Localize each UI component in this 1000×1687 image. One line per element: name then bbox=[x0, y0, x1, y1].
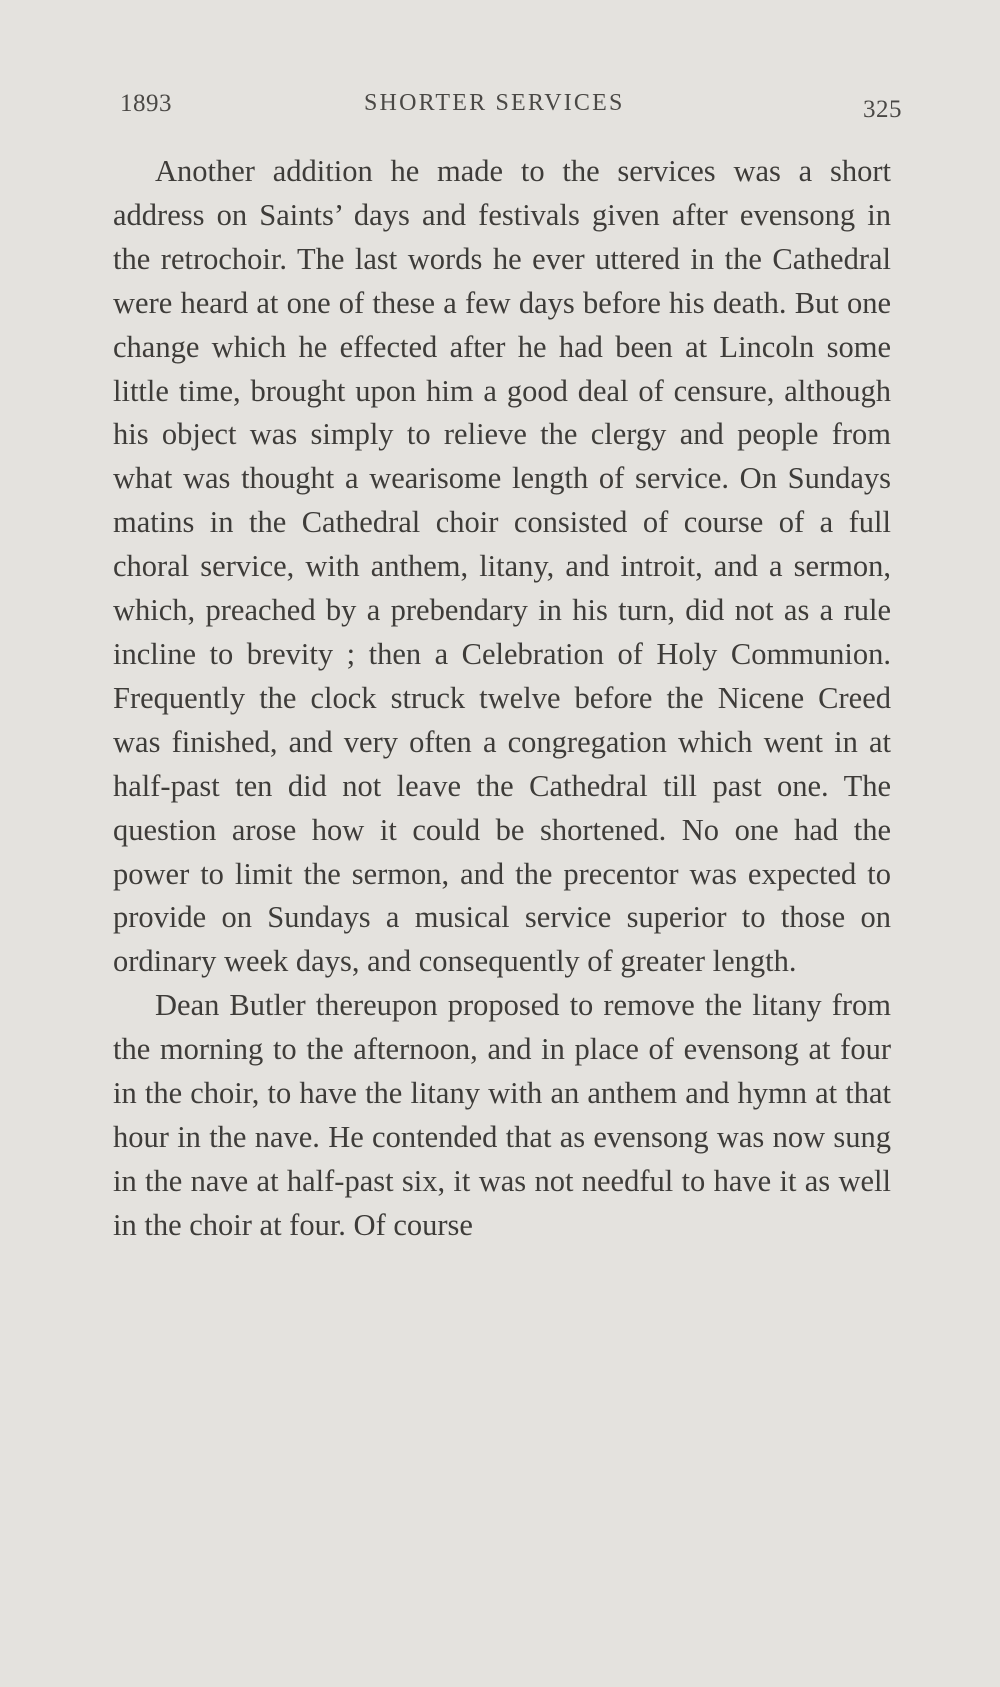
body-text bbox=[113, 150, 891, 1248]
paragraph: Another addition he made to the services was a short address on Saints’ days and festivals given after evensong in the retrochoir. The last words he ever uttered in the Cathedral were heard at one of these a few days before his death. But one change which he effected after he had been at Lincoln some little time, brought upon him a good deal of censure, although his object was simply to relieve the clergy and people from what was thought a wearisome length of service. On Sundays matins in the Cathedral choir consisted of course of a full choral service, with anthem, litany, and introit, and a sermon, which, preached by a prebendary in his turn, did not as a rule incline to brevity ; then a Celebration of Holy Communion. Frequently the clock struck twelve before the Nicene Creed was finished, and very often a congregation which went in at half-past ten did not leave the Cathedral till past one. The question arose how it could be shortened. No one had the power to limit the sermon, and the precentor was expected to provide on Sundays a musical service superior to those on ordinary week days, and consequently of greater length. bbox=[113, 154, 891, 979]
paragraph: Dean Butler thereupon proposed to remove the litany from the morning to the afternoon, and in place of evensong at four in the choir, to have the litany with an anthem and hymn at that hour in the nave. He contended that as evensong was now sung in the nave at half-past six, it was not needful to have it as well in the choir at four. Of course bbox=[113, 988, 891, 1242]
running-header bbox=[112, 86, 912, 126]
header-year: 1893 bbox=[120, 90, 172, 117]
page-number: 325 bbox=[863, 96, 902, 123]
header-title: SHORTER SERVICES bbox=[364, 90, 625, 116]
